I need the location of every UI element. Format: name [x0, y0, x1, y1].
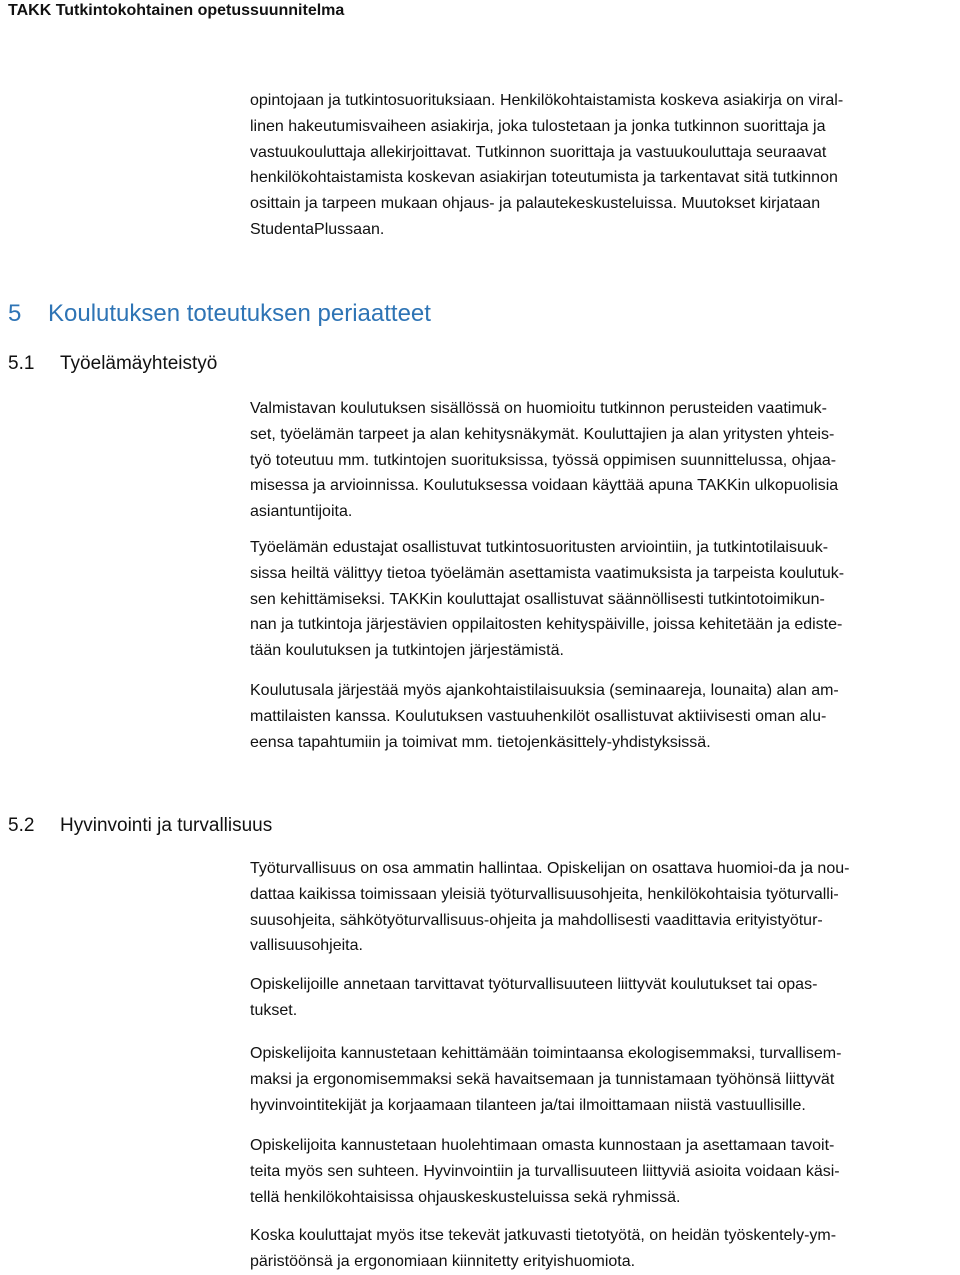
- text-line: Koska kouluttajat myös itse tekevät jatkuvasti tietotyötä, on heidän työskentely-ym-: [250, 1227, 837, 1244]
- section-title: Koulutuksen toteutuksen periaatteet: [48, 300, 431, 327]
- section-5-1-paragraph-1: [250, 396, 954, 525]
- text-line: eensa tapahtumiin ja toimivat mm. tietojenkäsittely-yhdistyksissä.: [250, 733, 711, 751]
- text-line: päristöönsä ja ergonomiaan kiinnitetty erityishuomiota.: [250, 1252, 636, 1270]
- section-title: Työelämäyhteistyö: [60, 353, 218, 374]
- text-line: tään koulutuksen ja tutkintojen järjestämistä.: [250, 642, 564, 660]
- text-line: tukset.: [250, 1001, 298, 1019]
- text-line: maksi ja ergonomisemmaksi sekä havaitsemaan ja tunnistamaan työhönsä liittyvät: [250, 1070, 835, 1088]
- section-heading-5: [8, 300, 431, 328]
- section-5-1-paragraph-3: [250, 678, 954, 755]
- text-line: linen hakeutumisvaiheen asiakirja, joka tulostetaan ja jonka tutkinnon suorittaja ja: [250, 117, 826, 135]
- section-number: 5.2: [8, 815, 35, 836]
- text-line: työ toteutuu mm. tutkintojen suorituksissa, työssä oppimisen suunnittelussa, ohjaa-: [250, 451, 837, 469]
- section-5-2-paragraph-3: [250, 1041, 954, 1118]
- section-5-2-paragraph-1: [250, 856, 954, 959]
- text-line: osittain ja tarpeen mukaan ohjaus- ja palautekeskusteluissa. Muutokset kirjataan: [250, 195, 821, 213]
- text-line: Opiskelijoita kannustetaan huolehtimaan omasta kunnostaan ja asettamaan tavoit-: [250, 1137, 835, 1154]
- text-line: teita myös sen suhteen. Hyvinvointiin ja turvallisuuteen liittyviä asioita voidaan käsi-: [250, 1162, 840, 1180]
- text-line: dattaa kaikissa toimissaan yleisiä työturvallisuusohjeita, henkilökohtaisia työturvalli-: [250, 885, 839, 903]
- text-line: Opiskelijoita kannustetaan kehittämään toimintaansa ekologisemmaksi, turvallisem-: [250, 1045, 842, 1062]
- section-heading-5-1: [8, 353, 217, 375]
- text-line: vastuukouluttaja allekirjoittavat. Tutkinnon suorittaja ja vastuukouluttaja seuraavat: [250, 143, 827, 161]
- text-line: tellä henkilökohtaisissa ohjauskeskusteluissa sekä ryhmissä.: [250, 1188, 681, 1206]
- text-line: sen kehittämiseksi. TAKKin kouluttajat osallistuvat säännöllisesti tutkintotoimikun-: [250, 590, 825, 608]
- section-number: 5.1: [8, 353, 35, 374]
- text-line: asiantuntijoita.: [250, 503, 353, 521]
- text-line: Opiskelijoille annetaan tarvittavat työturvallisuuteen liittyvät koulutukset tai opas-: [250, 976, 818, 993]
- text-line: set, työelämän tarpeet ja alan kehitysnäkymät. Kouluttajien ja alan yritysten yhteis-: [250, 425, 835, 443]
- section-heading-5-2: [8, 815, 272, 837]
- text-line: nan ja tutkintoja järjestävien oppilaitosten kehityspäiville, joissa kehitetään ja ediste-: [250, 616, 843, 634]
- text-line: mattilaisten kanssa. Koulutuksen vastuuhenkilöt osallistuvat aktiivisesti oman alu-: [250, 707, 827, 725]
- section-5-1-paragraph-2: [250, 535, 954, 664]
- text-line: vallisuusohjeita.: [250, 937, 363, 955]
- section-5-2-paragraph-4: [250, 1133, 954, 1210]
- intro-paragraph: [250, 88, 954, 243]
- text-line: misessa ja arvioinnissa. Koulutuksessa voidaan käyttää apuna TAKKin ulkopuolisia: [250, 477, 839, 495]
- text-line: Valmistavan koulutuksen sisällössä on huomioitu tutkinnon perusteiden vaatimuk-: [250, 400, 827, 417]
- page-header: TAKK Tutkintokohtainen opetussuunnitelma: [8, 2, 345, 19]
- text-line: sissa heiltä välittyy tietoa työelämän asettamista vaatimuksista ja tarpeista koulutuk-: [250, 564, 845, 582]
- text-line: StudentaPlussaan.: [250, 220, 385, 238]
- text-line: Työelämän edustajat osallistuvat tutkintosuoritusten arviointiin, ja tutkintotilaisuuk-: [250, 539, 829, 556]
- text-line: opintojaan ja tutkintosuorituksiaan. Henkilökohtaistamista koskeva asiakirja on viral-: [250, 92, 844, 109]
- section-5-2-paragraph-5: [250, 1223, 954, 1275]
- section-number: 5: [8, 300, 22, 327]
- text-line: Koulutusala järjestää myös ajankohtaistilaisuuksia (seminaareja, lounaita) alan am-: [250, 682, 839, 699]
- section-title: Hyvinvointi ja turvallisuus: [60, 815, 273, 836]
- text-line: hyvinvointitekijät ja korjaamaan tilanteen ja/tai ilmoittamaan niistä vastuullisille.: [250, 1096, 806, 1114]
- section-5-2-paragraph-2: [250, 972, 954, 1024]
- text-line: Työturvallisuus on osa ammatin hallintaa. Opiskelijan on osattava huomioi-da ja nou-: [250, 860, 850, 877]
- text-line: henkilökohtaistamista koskevan asiakirjan toteutumista ja tarkentavat sitä tutkinnon: [250, 169, 838, 187]
- text-line: suusohjeita, sähkötyöturvallisuus-ohjeita ja mahdollisesti vaadittavia erityistyötur-: [250, 911, 823, 929]
